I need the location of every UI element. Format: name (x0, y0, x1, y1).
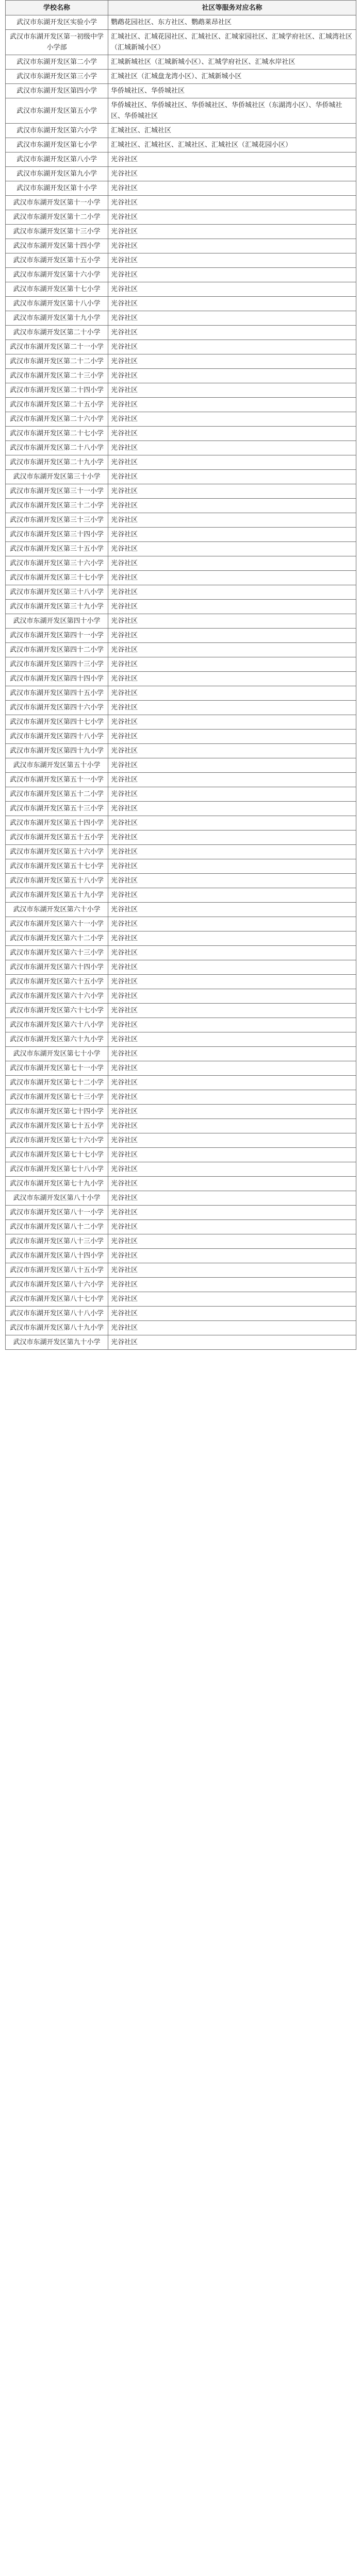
service-area-cell: 光谷社区 (108, 571, 356, 585)
table-row (6, 1090, 356, 1105)
service-area-cell: 光谷社区 (108, 1191, 356, 1206)
header-school: 学校名称 (6, 1, 108, 15)
school-name-cell: 武汉市东湖开发区第七十五小学 (6, 1119, 108, 1133)
table-row (6, 98, 356, 124)
school-name-cell: 武汉市东湖开发区第三十五小学 (6, 542, 108, 556)
school-name-cell: 武汉市东湖开发区第七十三小学 (6, 1090, 108, 1105)
school-name-cell: 武汉市东湖开发区第三十七小学 (6, 571, 108, 585)
service-area-cell: 光谷社区 (108, 787, 356, 802)
school-name-cell: 武汉市东湖开发区第四十四小学 (6, 672, 108, 686)
school-name-cell: 武汉市东湖开发区第二十六小学 (6, 412, 108, 427)
service-area-cell: 光谷社区 (108, 398, 356, 412)
service-area-cell: 光谷社区 (108, 181, 356, 196)
service-area-cell: 光谷社区 (108, 1335, 356, 1350)
school-name-cell: 武汉市东湖开发区第十三小学 (6, 225, 108, 239)
table-row (6, 672, 356, 686)
table-row (6, 1119, 356, 1133)
service-area-cell: 光谷社区 (108, 859, 356, 874)
table-row (6, 845, 356, 859)
school-name-cell: 武汉市东湖开发区第四十七小学 (6, 715, 108, 730)
table-row (6, 210, 356, 225)
school-name-cell: 武汉市东湖开发区第六十七小学 (6, 1004, 108, 1018)
school-name-cell: 武汉市东湖开发区第六十五小学 (6, 975, 108, 989)
table-row (6, 773, 356, 787)
service-area-cell: 光谷社区 (108, 903, 356, 917)
table-row (6, 513, 356, 528)
table-row (6, 917, 356, 931)
service-area-cell: 汇城社区、汇城社区 (108, 124, 356, 138)
school-name-cell: 武汉市东湖开发区第八十三小学 (6, 1234, 108, 1249)
school-name-cell: 武汉市东湖开发区第十五小学 (6, 253, 108, 268)
service-area-cell: 光谷社区 (108, 412, 356, 427)
school-name-cell: 武汉市东湖开发区第四十九小学 (6, 744, 108, 758)
school-name-cell: 武汉市东湖开发区第十四小学 (6, 239, 108, 253)
table-row (6, 138, 356, 152)
school-name-cell: 武汉市东湖开发区第三十八小学 (6, 585, 108, 600)
school-name-cell: 武汉市东湖开发区第四十小学 (6, 614, 108, 629)
school-name-cell: 武汉市东湖开发区第二十四小学 (6, 383, 108, 398)
table-row (6, 297, 356, 311)
school-name-cell: 武汉市东湖开发区第八十小学 (6, 1191, 108, 1206)
school-name-cell: 武汉市东湖开发区第五十八小学 (6, 874, 108, 888)
school-name-cell: 武汉市东湖开发区第十二小学 (6, 210, 108, 225)
table-row (6, 196, 356, 210)
table-row (6, 181, 356, 196)
school-name-cell: 武汉市东湖开发区第三十一小学 (6, 484, 108, 499)
table-row (6, 311, 356, 326)
table-row (6, 571, 356, 585)
service-area-cell: 光谷社区 (108, 1032, 356, 1047)
table-row (6, 874, 356, 888)
school-name-cell: 武汉市东湖开发区第三十九小学 (6, 600, 108, 614)
service-area-cell: 光谷社区 (108, 225, 356, 239)
table-row (6, 946, 356, 960)
service-area-cell: 光谷社区 (108, 686, 356, 701)
service-area-cell: 光谷社区 (108, 845, 356, 859)
school-name-cell: 武汉市东湖开发区第二十二小学 (6, 354, 108, 369)
school-name-cell: 武汉市东湖开发区第五十三小学 (6, 802, 108, 816)
table-row (6, 30, 356, 55)
service-area-cell: 光谷社区 (108, 989, 356, 1004)
service-area-cell: 光谷社区 (108, 1307, 356, 1321)
service-area-cell: 汇城社区（汇城盘龙湾小区）、汇城新城小区 (108, 70, 356, 84)
school-name-cell: 武汉市东湖开发区第二十五小学 (6, 398, 108, 412)
table-row (6, 499, 356, 513)
table-row (6, 1162, 356, 1177)
table-row (6, 528, 356, 542)
table-row (6, 629, 356, 643)
service-area-cell: 光谷社区 (108, 773, 356, 787)
service-area-cell: 光谷社区 (108, 1090, 356, 1105)
school-name-cell: 武汉市东湖开发区第八十六小学 (6, 1278, 108, 1292)
service-area-cell: 光谷社区 (108, 167, 356, 181)
header-area: 社区等服务对应名称 (108, 1, 356, 15)
table-row (6, 282, 356, 297)
school-name-cell: 武汉市东湖开发区第四小学 (6, 84, 108, 98)
school-name-cell: 武汉市东湖开发区第三十四小学 (6, 528, 108, 542)
school-name-cell: 武汉市东湖开发区第二小学 (6, 55, 108, 70)
table-row (6, 816, 356, 831)
table-row (6, 441, 356, 455)
school-name-cell: 武汉市东湖开发区第七十八小学 (6, 1162, 108, 1177)
school-name-cell: 武汉市东湖开发区第五十七小学 (6, 859, 108, 874)
service-area-cell: 光谷社区 (108, 1234, 356, 1249)
service-area-cell: 光谷社区 (108, 1249, 356, 1263)
table-row (6, 715, 356, 730)
school-name-cell: 武汉市东湖开发区第七十一小学 (6, 1061, 108, 1076)
school-name-cell: 武汉市东湖开发区第六十二小学 (6, 931, 108, 946)
service-area-cell: 光谷社区 (108, 297, 356, 311)
table-row (6, 1278, 356, 1292)
service-area-cell: 光谷社区 (108, 484, 356, 499)
table-row (6, 600, 356, 614)
table-row (6, 1076, 356, 1090)
school-name-cell: 武汉市东湖开发区第五小学 (6, 98, 108, 124)
table-row (6, 1004, 356, 1018)
school-name-cell: 武汉市东湖开发区第六十小学 (6, 903, 108, 917)
school-name-cell: 武汉市东湖开发区第四十五小学 (6, 686, 108, 701)
table-row (6, 1234, 356, 1249)
school-name-cell: 武汉市东湖开发区第四十二小学 (6, 643, 108, 657)
service-area-cell: 光谷社区 (108, 427, 356, 441)
service-area-cell: 光谷社区 (108, 888, 356, 903)
school-name-cell: 武汉市东湖开发区第二十三小学 (6, 369, 108, 383)
service-area-cell: 光谷社区 (108, 643, 356, 657)
school-name-cell: 武汉市东湖开发区第五十五小学 (6, 831, 108, 845)
service-area-cell: 光谷社区 (108, 1047, 356, 1061)
service-area-cell: 光谷社区 (108, 1162, 356, 1177)
service-area-cell: 光谷社区 (108, 369, 356, 383)
school-name-cell: 武汉市东湖开发区第七十七小学 (6, 1148, 108, 1162)
school-name-cell: 武汉市东湖开发区第五十小学 (6, 758, 108, 773)
service-area-cell: 华侨城社区、华侨城社区 (108, 84, 356, 98)
table-row (6, 989, 356, 1004)
service-area-cell: 光谷社区 (108, 701, 356, 715)
school-district-table (5, 0, 356, 1350)
table-row (6, 657, 356, 672)
service-area-cell: 光谷社区 (108, 730, 356, 744)
table-row (6, 888, 356, 903)
school-name-cell: 武汉市东湖开发区第十八小学 (6, 297, 108, 311)
service-area-cell: 光谷社区 (108, 210, 356, 225)
service-area-cell: 光谷社区 (108, 1321, 356, 1335)
school-name-cell: 武汉市东湖开发区第八十四小学 (6, 1249, 108, 1263)
service-area-cell: 光谷社区 (108, 1061, 356, 1076)
school-name-cell: 武汉市东湖开发区第七十二小学 (6, 1076, 108, 1090)
school-name-cell: 武汉市东湖开发区第四十八小学 (6, 730, 108, 744)
service-area-cell: 光谷社区 (108, 1148, 356, 1162)
service-area-cell: 光谷社区 (108, 600, 356, 614)
service-area-cell: 光谷社区 (108, 354, 356, 369)
service-area-cell: 光谷社区 (108, 1263, 356, 1278)
table-row (6, 455, 356, 470)
table-row (6, 1335, 356, 1350)
table-header-row (6, 1, 356, 15)
school-name-cell: 武汉市东湖开发区第二十小学 (6, 326, 108, 340)
table-row (6, 802, 356, 816)
table-row (6, 1032, 356, 1047)
school-name-cell: 武汉市东湖开发区第十九小学 (6, 311, 108, 326)
table-row (6, 1292, 356, 1307)
service-area-cell: 光谷社区 (108, 152, 356, 167)
table-row (6, 1177, 356, 1191)
table-row (6, 556, 356, 571)
table-row (6, 84, 356, 98)
school-name-cell: 武汉市东湖开发区第七十小学 (6, 1047, 108, 1061)
table-row (6, 268, 356, 282)
school-name-cell: 武汉市东湖开发区第五十九小学 (6, 888, 108, 903)
school-name-cell: 武汉市东湖开发区第十小学 (6, 181, 108, 196)
service-area-cell: 光谷社区 (108, 585, 356, 600)
table-row (6, 701, 356, 715)
table-row (6, 787, 356, 802)
school-name-cell: 武汉市东湖开发区第五十四小学 (6, 816, 108, 831)
table-row (6, 831, 356, 845)
service-area-cell: 光谷社区 (108, 1004, 356, 1018)
service-area-cell: 光谷社区 (108, 196, 356, 210)
table-row (6, 326, 356, 340)
school-name-cell: 武汉市东湖开发区第十六小学 (6, 268, 108, 282)
school-name-cell: 武汉市东湖开发区第六十一小学 (6, 917, 108, 931)
service-area-cell: 华侨城社区、华侨城社区、华侨城社区、华侨城社区（东湖湾小区）、华侨城社区、华侨城社区 (108, 98, 356, 124)
service-area-cell: 光谷社区 (108, 614, 356, 629)
service-area-cell: 鹦鹉花园社区、东方社区、鹦鹉莱昂社区 (108, 15, 356, 30)
table-row (6, 427, 356, 441)
school-name-cell: 武汉市东湖开发区第二十九小学 (6, 455, 108, 470)
school-name-cell: 武汉市东湖开发区第十一小学 (6, 196, 108, 210)
service-area-cell: 光谷社区 (108, 917, 356, 931)
service-area-cell: 光谷社区 (108, 629, 356, 643)
service-area-cell: 光谷社区 (108, 1292, 356, 1307)
table-row (6, 686, 356, 701)
service-area-cell: 光谷社区 (108, 239, 356, 253)
school-name-cell: 武汉市东湖开发区第三十二小学 (6, 499, 108, 513)
table-row (6, 1133, 356, 1148)
table-row (6, 369, 356, 383)
school-name-cell: 武汉市东湖开发区第三十小学 (6, 470, 108, 484)
table-row (6, 859, 356, 874)
school-name-cell: 武汉市东湖开发区第六十六小学 (6, 989, 108, 1004)
table-row (6, 239, 356, 253)
school-name-cell: 武汉市东湖开发区第八十五小学 (6, 1263, 108, 1278)
table-row (6, 1148, 356, 1162)
school-name-cell: 武汉市东湖开发区第三十六小学 (6, 556, 108, 571)
table-row (6, 354, 356, 369)
table-row (6, 1206, 356, 1220)
school-name-cell: 武汉市东湖开发区第四十六小学 (6, 701, 108, 715)
school-name-cell: 武汉市东湖开发区第五十二小学 (6, 787, 108, 802)
table-row (6, 1047, 356, 1061)
table-row (6, 730, 356, 744)
table-row (6, 758, 356, 773)
service-area-cell: 光谷社区 (108, 1278, 356, 1292)
service-area-cell: 光谷社区 (108, 715, 356, 730)
service-area-cell: 光谷社区 (108, 282, 356, 297)
service-area-cell: 光谷社区 (108, 455, 356, 470)
school-name-cell: 武汉市东湖开发区第六十三小学 (6, 946, 108, 960)
service-area-cell: 光谷社区 (108, 758, 356, 773)
table-row (6, 903, 356, 917)
school-name-cell: 武汉市东湖开发区第五十一小学 (6, 773, 108, 787)
table-row (6, 1105, 356, 1119)
school-name-cell: 武汉市东湖开发区第六小学 (6, 124, 108, 138)
service-area-cell: 汇城社区、汇城花园社区、汇城社区、汇城家园社区、汇城学府社区、汇城湾社区（汇城新城小区） (108, 30, 356, 55)
table-row (6, 253, 356, 268)
service-area-cell: 光谷社区 (108, 470, 356, 484)
school-name-cell: 武汉市东湖开发区第七十四小学 (6, 1105, 108, 1119)
service-area-cell: 光谷社区 (108, 657, 356, 672)
school-name-cell: 武汉市东湖开发区第九十小学 (6, 1335, 108, 1350)
service-area-cell: 光谷社区 (108, 1206, 356, 1220)
school-name-cell: 武汉市东湖开发区第八十九小学 (6, 1321, 108, 1335)
school-name-cell: 武汉市东湖开发区第七十六小学 (6, 1133, 108, 1148)
service-area-cell: 光谷社区 (108, 960, 356, 975)
table-row (6, 470, 356, 484)
service-area-cell: 光谷社区 (108, 816, 356, 831)
service-area-cell: 光谷社区 (108, 326, 356, 340)
service-area-cell: 光谷社区 (108, 946, 356, 960)
service-area-cell: 光谷社区 (108, 311, 356, 326)
service-area-cell: 汇城社区、汇城社区、汇城社区、汇城社区（汇城花园小区） (108, 138, 356, 152)
table-row (6, 340, 356, 354)
school-name-cell: 武汉市东湖开发区第八十一小学 (6, 1206, 108, 1220)
school-name-cell: 武汉市东湖开发区第三小学 (6, 70, 108, 84)
service-area-cell: 光谷社区 (108, 253, 356, 268)
school-name-cell: 武汉市东湖开发区实验小学 (6, 15, 108, 30)
table-row (6, 975, 356, 989)
school-name-cell: 武汉市东湖开发区第二十一小学 (6, 340, 108, 354)
table-row (6, 398, 356, 412)
table-row (6, 1263, 356, 1278)
table-row (6, 1321, 356, 1335)
table-row (6, 643, 356, 657)
service-area-cell: 光谷社区 (108, 383, 356, 398)
table-row (6, 412, 356, 427)
service-area-cell: 光谷社区 (108, 542, 356, 556)
service-area-cell: 光谷社区 (108, 802, 356, 816)
school-name-cell: 武汉市东湖开发区第七十九小学 (6, 1177, 108, 1191)
table-row (6, 383, 356, 398)
service-area-cell: 光谷社区 (108, 1119, 356, 1133)
service-area-cell: 光谷社区 (108, 831, 356, 845)
school-name-cell: 武汉市东湖开发区第一初级中学小学部 (6, 30, 108, 55)
service-area-cell: 光谷社区 (108, 975, 356, 989)
service-area-cell: 光谷社区 (108, 499, 356, 513)
service-area-cell: 光谷社区 (108, 874, 356, 888)
service-area-cell: 光谷社区 (108, 340, 356, 354)
table-row (6, 1018, 356, 1032)
table-row (6, 484, 356, 499)
table-row (6, 744, 356, 758)
table-row (6, 960, 356, 975)
school-name-cell: 武汉市东湖开发区第三十三小学 (6, 513, 108, 528)
service-area-cell: 光谷社区 (108, 672, 356, 686)
school-name-cell: 武汉市东湖开发区第八十二小学 (6, 1220, 108, 1234)
table-row (6, 124, 356, 138)
school-name-cell: 武汉市东湖开发区第四十三小学 (6, 657, 108, 672)
school-name-cell: 武汉市东湖开发区第九小学 (6, 167, 108, 181)
service-area-cell: 光谷社区 (108, 441, 356, 455)
school-name-cell: 武汉市东湖开发区第八十八小学 (6, 1307, 108, 1321)
school-name-cell: 武汉市东湖开发区第六十四小学 (6, 960, 108, 975)
school-name-cell: 武汉市东湖开发区第五十六小学 (6, 845, 108, 859)
table-body (6, 15, 356, 1350)
service-area-cell: 光谷社区 (108, 268, 356, 282)
table-row (6, 542, 356, 556)
school-name-cell: 武汉市东湖开发区第六十八小学 (6, 1018, 108, 1032)
table-row (6, 15, 356, 30)
table-row (6, 1220, 356, 1234)
table-row (6, 70, 356, 84)
service-area-cell: 光谷社区 (108, 1076, 356, 1090)
table-row (6, 1191, 356, 1206)
school-name-cell: 武汉市东湖开发区第二十七小学 (6, 427, 108, 441)
table-row (6, 1307, 356, 1321)
school-name-cell: 武汉市东湖开发区第八小学 (6, 152, 108, 167)
table-row (6, 931, 356, 946)
table-row (6, 614, 356, 629)
service-area-cell: 光谷社区 (108, 556, 356, 571)
school-name-cell: 武汉市东湖开发区第六十九小学 (6, 1032, 108, 1047)
table-row (6, 152, 356, 167)
service-area-cell: 光谷社区 (108, 1220, 356, 1234)
table-row (6, 55, 356, 70)
school-name-cell: 武汉市东湖开发区第八十七小学 (6, 1292, 108, 1307)
service-area-cell: 光谷社区 (108, 1018, 356, 1032)
service-area-cell: 光谷社区 (108, 1177, 356, 1191)
service-area-cell: 光谷社区 (108, 744, 356, 758)
table-row (6, 585, 356, 600)
service-area-cell: 光谷社区 (108, 528, 356, 542)
school-name-cell: 武汉市东湖开发区第二十八小学 (6, 441, 108, 455)
school-name-cell: 武汉市东湖开发区第七小学 (6, 138, 108, 152)
service-area-cell: 汇城新城社区（汇城新城小区）、汇城学府社区、汇城水岸社区 (108, 55, 356, 70)
school-name-cell: 武汉市东湖开发区第十七小学 (6, 282, 108, 297)
table-row (6, 1061, 356, 1076)
school-name-cell: 武汉市东湖开发区第四十一小学 (6, 629, 108, 643)
table-row (6, 167, 356, 181)
table-row (6, 225, 356, 239)
service-area-cell: 光谷社区 (108, 1133, 356, 1148)
service-area-cell: 光谷社区 (108, 931, 356, 946)
service-area-cell: 光谷社区 (108, 1105, 356, 1119)
table-row (6, 1249, 356, 1263)
service-area-cell: 光谷社区 (108, 513, 356, 528)
